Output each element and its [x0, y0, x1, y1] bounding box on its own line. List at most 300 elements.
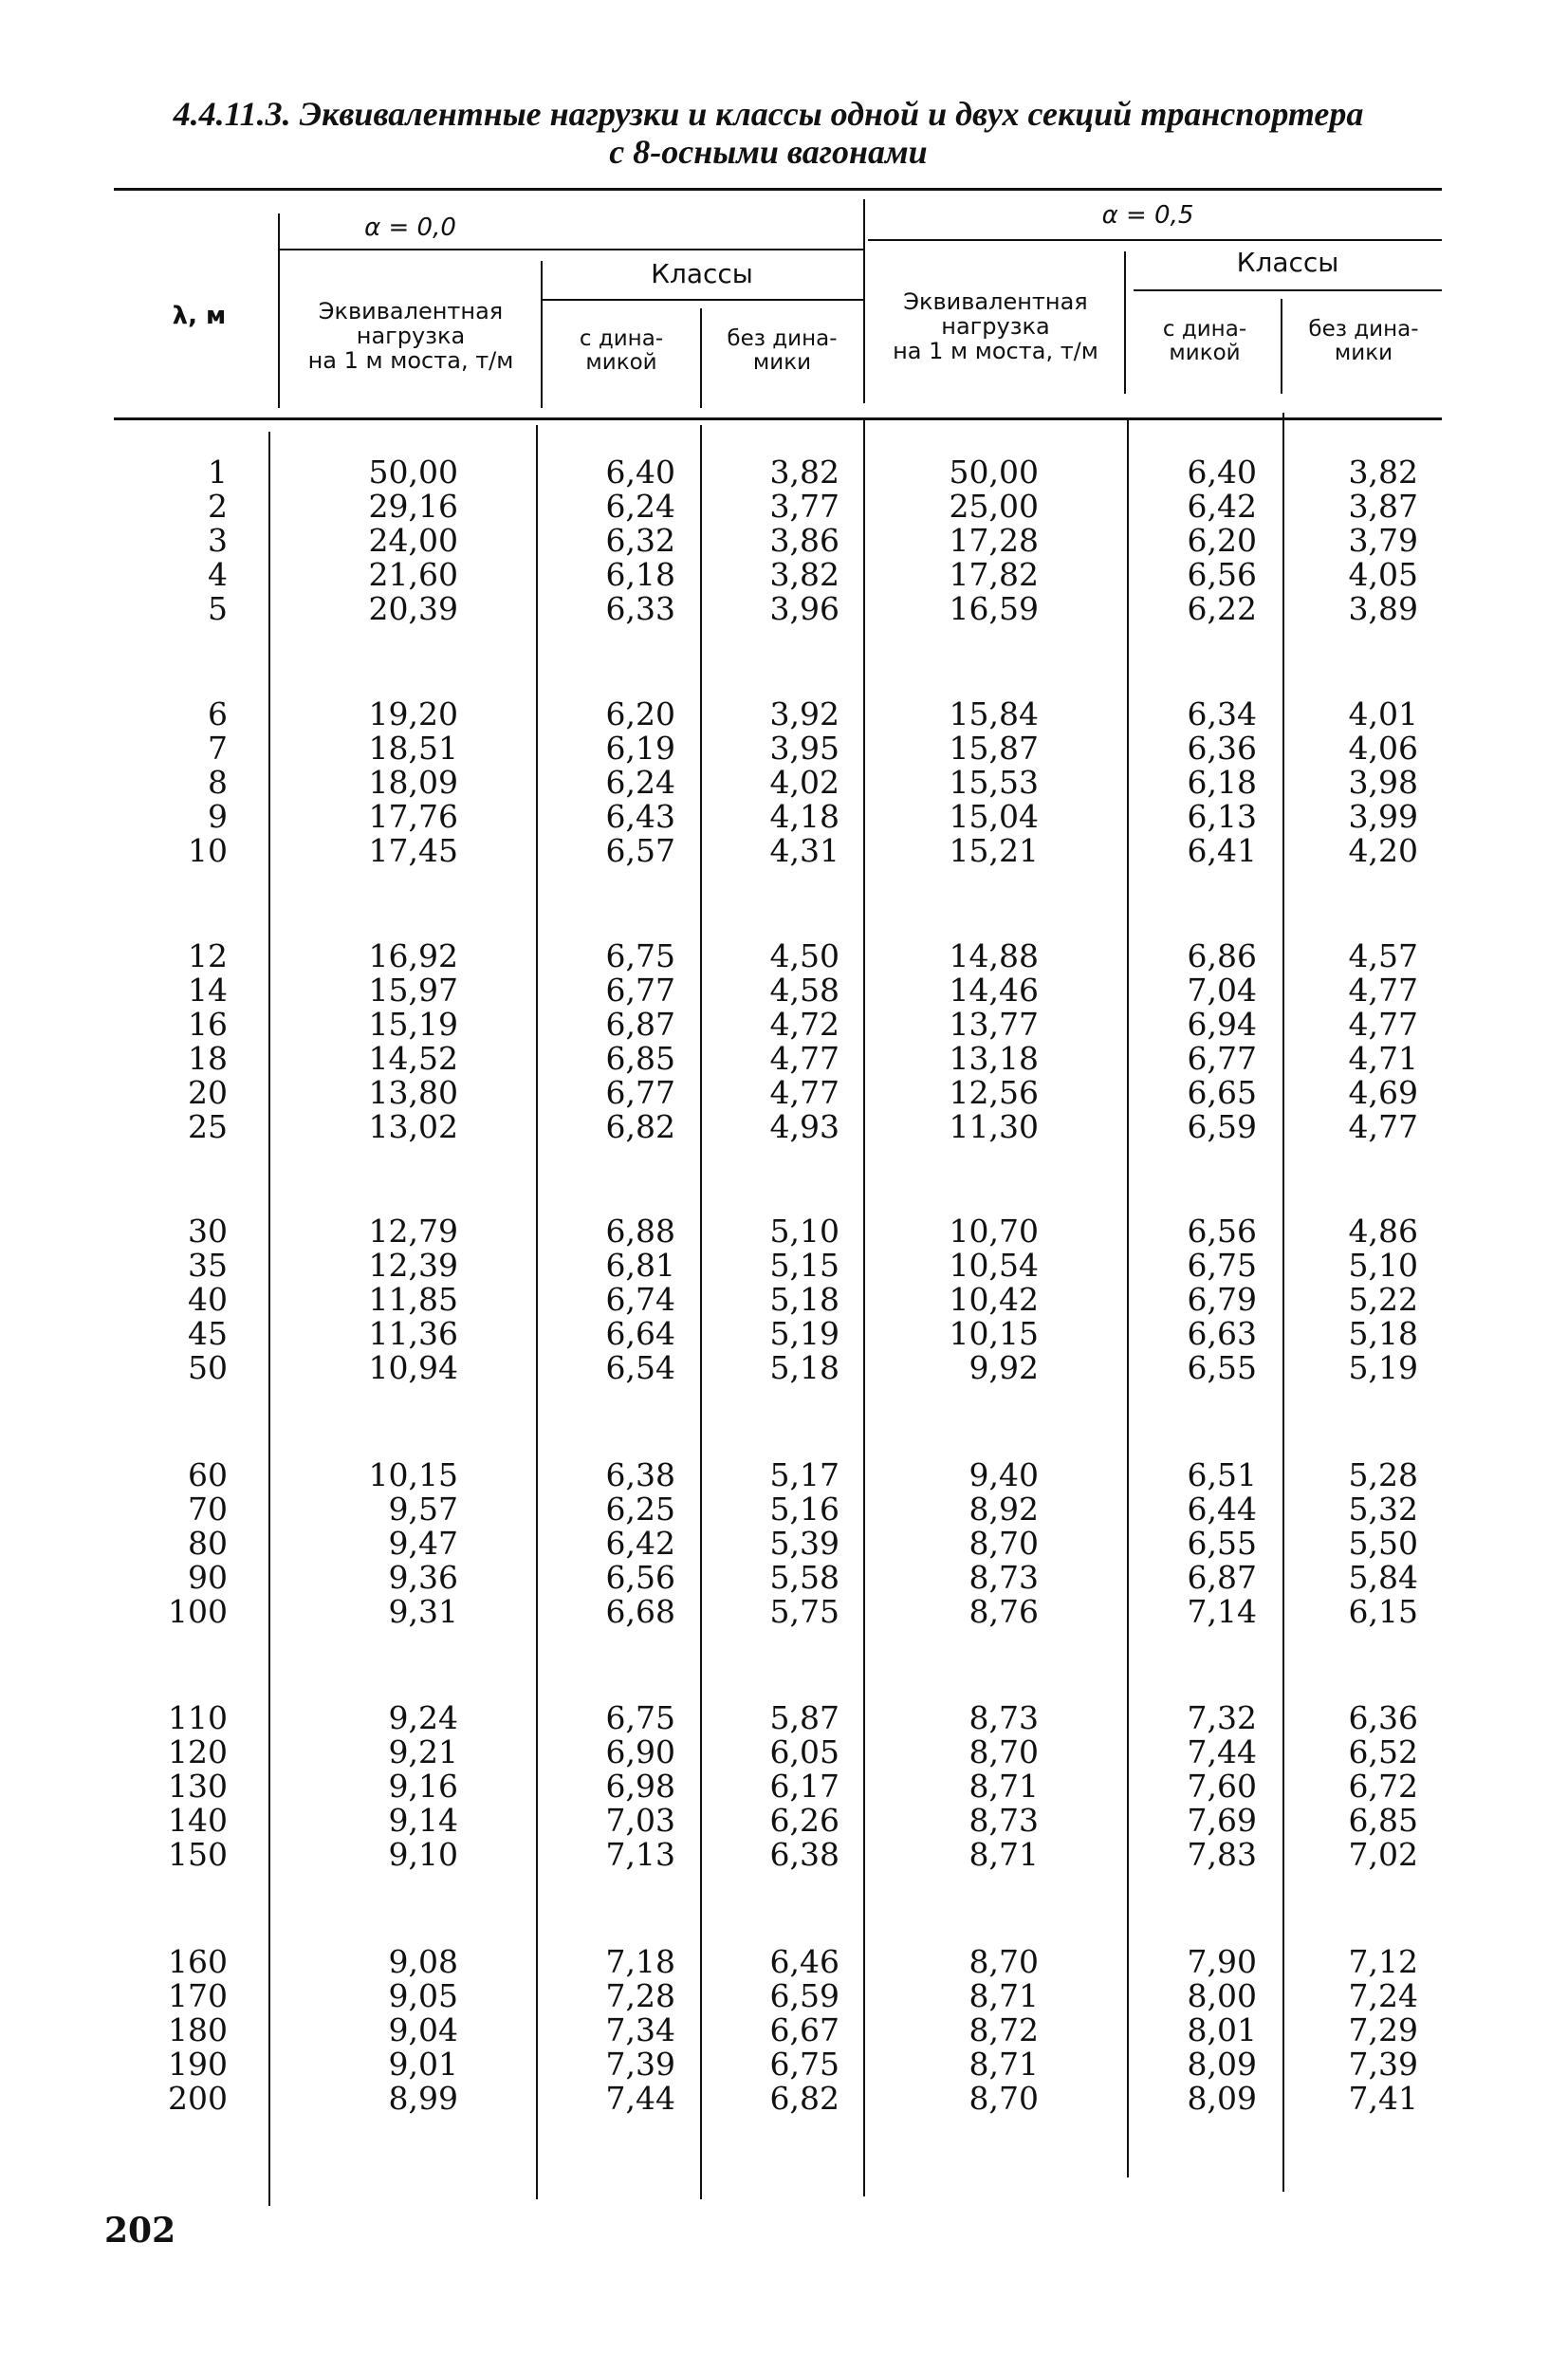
eq-load-05-column [944, 1945, 1039, 2116]
lambda-header: λ, м [172, 302, 227, 330]
table-cell: 6,56 [605, 1559, 675, 1596]
class-dyn-05-column [1162, 1458, 1257, 1629]
table-cell: 170 [168, 1977, 228, 2014]
lambda-column [168, 1701, 228, 1872]
eq-load-header-right [865, 289, 1126, 363]
table-cell: 50 [188, 1349, 228, 1386]
table-cell: 30 [188, 1213, 228, 1250]
table-cell: 9,16 [388, 1768, 458, 1805]
table-cell: 6,75 [769, 2046, 839, 2083]
class-dyn-05-column [1162, 1945, 1257, 2116]
table-cell: 11,85 [368, 1281, 458, 1318]
table-cell: 4,77 [769, 1074, 839, 1111]
table-cell: 6,26 [769, 1802, 839, 1839]
table-cell: 25,00 [949, 488, 1039, 525]
table-cell: 14 [188, 972, 228, 1009]
with-dyn-line: с дина- [1162, 317, 1247, 342]
eq-load-0-column [363, 697, 458, 868]
class-dyn-0-column [581, 1458, 675, 1629]
table-cell: 3,87 [1348, 488, 1418, 525]
table-cell: 5,19 [769, 1315, 839, 1352]
table-cell: 15,87 [949, 730, 1039, 767]
table-title [95, 95, 1442, 171]
table-cell: 5,15 [769, 1247, 839, 1284]
table-cell: 6,68 [605, 1593, 675, 1630]
table-cell: 8,70 [968, 1525, 1039, 1562]
table-cell: 12,56 [949, 1074, 1039, 1111]
table-cell: 160 [168, 1943, 228, 1980]
table-cell: 8,71 [968, 1977, 1039, 2014]
table-cell: 18,51 [368, 730, 458, 767]
table-cell: 7,39 [1348, 2046, 1418, 2083]
table-cell: 6,20 [1187, 522, 1257, 559]
table-cell: 9 [208, 798, 228, 835]
header-vline [700, 308, 702, 408]
table-cell: 14,52 [368, 1040, 458, 1077]
table-cell: 6,90 [605, 1733, 675, 1770]
table-cell: 60 [188, 1456, 228, 1493]
eq-load-line: Эквивалентная [318, 298, 504, 324]
table-cell: 5,22 [1348, 1281, 1418, 1318]
table-cell: 6,18 [605, 556, 675, 593]
table-cell: 9,21 [388, 1733, 458, 1770]
table-cell: 5,58 [769, 1559, 839, 1596]
table-cell: 7,34 [605, 2011, 675, 2048]
table-cell: 5,75 [769, 1593, 839, 1630]
table-cell: 8,72 [968, 2011, 1039, 2048]
class-nodyn-05-column [1323, 455, 1418, 626]
table-cell: 16,92 [368, 937, 458, 974]
class-dyn-0-column [581, 455, 675, 626]
alpha-05-header: α = 0,5 [1101, 201, 1194, 230]
table-cell: 6,38 [605, 1456, 675, 1493]
eq-load-0-column [363, 1214, 458, 1385]
without-dyn-line: без дина- [1308, 317, 1419, 342]
table-cell: 4,86 [1348, 1213, 1418, 1250]
table-cell: 200 [168, 2080, 228, 2117]
table-cell: 13,02 [368, 1108, 458, 1145]
row-group [0, 455, 1568, 626]
table-cell: 6,32 [605, 522, 675, 559]
eq-load-0-column [363, 1701, 458, 1872]
eq-load-line: нагрузка [356, 323, 466, 349]
eq-load-05-column [944, 1214, 1039, 1385]
table-cell: 6,54 [605, 1349, 675, 1386]
table-cell: 5,28 [1348, 1456, 1418, 1493]
classes-divider-left [543, 299, 863, 301]
table-cell: 4,57 [1348, 937, 1418, 974]
table-cell: 110 [168, 1699, 228, 1736]
table-cell: 7,41 [1348, 2080, 1418, 2117]
eq-load-05-column [944, 455, 1039, 626]
table-cell: 6,59 [1187, 1108, 1257, 1145]
table-cell: 5,16 [769, 1491, 839, 1528]
table-cell: 12 [188, 937, 228, 974]
table-cell: 7,44 [1187, 1733, 1257, 1770]
table-cell: 4,01 [1348, 695, 1418, 732]
alpha-0-header: α = 0,0 [364, 213, 456, 242]
lambda-column [168, 1945, 228, 2116]
class-nodyn-0-column [745, 697, 839, 868]
lambda-column [188, 939, 228, 1144]
table-cell: 3,82 [1348, 454, 1418, 491]
table-cell: 17,82 [949, 556, 1039, 593]
table-cell: 10,15 [368, 1456, 458, 1493]
table-cell: 9,40 [968, 1456, 1039, 1493]
table-cell: 6,51 [1187, 1456, 1257, 1493]
table-cell: 8,71 [968, 1836, 1039, 1873]
table-cell: 9,10 [388, 1836, 458, 1873]
table-cell: 40 [188, 1281, 228, 1318]
class-nodyn-05-column [1323, 697, 1418, 868]
table-cell: 5,39 [769, 1525, 839, 1562]
table-cell: 10,15 [949, 1315, 1039, 1352]
table-cell: 45 [188, 1315, 228, 1352]
table-cell: 4,50 [769, 937, 839, 974]
class-nodyn-0-column [745, 1458, 839, 1629]
row-group [0, 1214, 1568, 1385]
eq-load-0-column [363, 939, 458, 1144]
table-cell: 150 [168, 1836, 228, 1873]
row-group [0, 1458, 1568, 1629]
table-cell: 6,34 [1187, 695, 1257, 732]
table-cell: 8,09 [1187, 2046, 1257, 2083]
table-cell: 9,24 [388, 1699, 458, 1736]
table-cell: 6,77 [605, 1074, 675, 1111]
eq-load-line: на 1 м моста, т/м [307, 347, 514, 374]
eq-load-0-column [363, 455, 458, 626]
table-cell: 3,77 [769, 488, 839, 525]
table-cell: 5,18 [769, 1281, 839, 1318]
table-cell: 6,42 [1187, 488, 1257, 525]
table-cell: 8,09 [1187, 2080, 1257, 2117]
classes-header-left: Классы [651, 258, 753, 289]
table-cell: 7,18 [605, 1943, 675, 1980]
eq-load-line: Эквивалентная [903, 288, 1088, 315]
table-cell: 4,77 [769, 1040, 839, 1077]
without-dynamics-header-right [1285, 318, 1442, 365]
with-dyn-line: с дина- [579, 326, 664, 351]
table-cell: 8,00 [1187, 1977, 1257, 2014]
table-cell: 6,87 [605, 1006, 675, 1043]
table-cell: 6,19 [605, 730, 675, 767]
table-cell: 9,05 [388, 1977, 458, 2014]
table-cell: 7,60 [1187, 1768, 1257, 1805]
table-cell: 9,08 [388, 1943, 458, 1980]
table-cell: 6,85 [605, 1040, 675, 1077]
table-cell: 3,95 [769, 730, 839, 767]
table-cell: 6,43 [605, 798, 675, 835]
table-cell: 7 [208, 730, 228, 767]
table-cell: 8,71 [968, 2046, 1039, 2083]
page-number: 202 [104, 2211, 176, 2251]
header-vline [1281, 299, 1282, 394]
lambda-column [208, 455, 228, 626]
table-cell: 4,77 [1348, 972, 1418, 1009]
table-cell: 6,24 [605, 488, 675, 525]
table-cell: 6,81 [605, 1247, 675, 1284]
table-cell: 6,82 [605, 1108, 675, 1145]
table-cell: 130 [168, 1768, 228, 1805]
table-cell: 25 [188, 1108, 228, 1145]
lambda-column [188, 697, 228, 868]
table-cell: 6,82 [769, 2080, 839, 2117]
table-cell: 15,84 [949, 695, 1039, 732]
table-cell: 6,40 [1187, 454, 1257, 491]
table-cell: 9,31 [388, 1593, 458, 1630]
table-cell: 4,05 [1348, 556, 1418, 593]
table-cell: 6,86 [1187, 937, 1257, 974]
table-cell: 8,73 [968, 1559, 1039, 1596]
table-cell: 5,17 [769, 1456, 839, 1493]
table-cell: 180 [168, 2011, 228, 2048]
class-dyn-05-column [1162, 697, 1257, 868]
alpha-divider-left [280, 249, 863, 250]
table-cell: 6,05 [769, 1733, 839, 1770]
table-cell: 5 [208, 590, 228, 627]
table-cell: 5,84 [1348, 1559, 1418, 1596]
table-cell: 15,19 [368, 1006, 458, 1043]
table-cell: 7,24 [1348, 1977, 1418, 2014]
class-dyn-0-column [581, 1701, 675, 1872]
eq-load-line: на 1 м моста, т/м [893, 338, 1098, 364]
eq-load-0-column [363, 1945, 458, 2116]
class-dyn-05-column [1162, 455, 1257, 626]
table-cell: 90 [188, 1559, 228, 1596]
class-nodyn-05-column [1323, 1945, 1418, 2116]
table-cell: 5,87 [769, 1699, 839, 1736]
table-cell: 17,28 [949, 522, 1039, 559]
table-cell: 6,55 [1187, 1525, 1257, 1562]
table-cell: 6,20 [605, 695, 675, 732]
table-cell: 6,24 [605, 764, 675, 801]
table-cell: 3,89 [1348, 590, 1418, 627]
table-cell: 5,18 [769, 1349, 839, 1386]
table-cell: 6,94 [1187, 1006, 1257, 1043]
table-cell: 17,45 [368, 832, 458, 869]
table-cell: 17,76 [368, 798, 458, 835]
table-cell: 11,36 [368, 1315, 458, 1352]
table-cell: 190 [168, 2046, 228, 2083]
table-cell: 6,72 [1348, 1768, 1418, 1805]
table-cell: 21,60 [368, 556, 458, 593]
table-cell: 12,39 [368, 1247, 458, 1284]
table-cell: 6,75 [605, 1699, 675, 1736]
table-cell: 15,53 [949, 764, 1039, 801]
table-cell: 10,70 [949, 1213, 1039, 1250]
table-cell: 10,54 [949, 1247, 1039, 1284]
without-dynamics-header-left [704, 327, 860, 375]
table-cell: 6,63 [1187, 1315, 1257, 1352]
title-line-2: с 8-осными вагонами [609, 133, 928, 171]
table-cell: 6,88 [605, 1213, 675, 1250]
table-cell: 7,69 [1187, 1802, 1257, 1839]
table-cell: 4 [208, 556, 228, 593]
table-cell: 7,83 [1187, 1836, 1257, 1873]
eq-load-05-column [944, 939, 1039, 1144]
class-dyn-0-column [581, 697, 675, 868]
table-cell: 5,10 [1348, 1247, 1418, 1284]
table-cell: 7,12 [1348, 1943, 1418, 1980]
table-cell: 6,33 [605, 590, 675, 627]
table-cell: 11,30 [949, 1108, 1039, 1145]
table-cell: 4,93 [769, 1108, 839, 1145]
table-cell: 8,73 [968, 1699, 1039, 1736]
table-cell: 6,36 [1187, 730, 1257, 767]
with-dyn-line: микой [1169, 341, 1241, 365]
table-cell: 80 [188, 1525, 228, 1562]
table-cell: 6,87 [1187, 1559, 1257, 1596]
eq-load-header-left [283, 299, 539, 373]
table-cell: 5,18 [1348, 1315, 1418, 1352]
table-cell: 4,06 [1348, 730, 1418, 767]
table-cell: 6,67 [769, 2011, 839, 2048]
table-cell: 8,70 [968, 2080, 1039, 2117]
table-cell: 7,32 [1187, 1699, 1257, 1736]
table-cell: 4,69 [1348, 1074, 1418, 1111]
table-cell: 6,75 [1187, 1247, 1257, 1284]
table-cell: 5,19 [1348, 1349, 1418, 1386]
table-cell: 6 [208, 695, 228, 732]
table-cell: 8,73 [968, 1802, 1039, 1839]
table-cell: 20 [188, 1074, 228, 1111]
row-group [0, 937, 1568, 1145]
with-dyn-line: микой [585, 350, 657, 375]
table-cell: 8,70 [968, 1943, 1039, 1980]
table-cell: 6,75 [605, 937, 675, 974]
class-nodyn-0-column [745, 1214, 839, 1385]
table-cell: 16,59 [949, 590, 1039, 627]
table-cell: 19,20 [368, 695, 458, 732]
table-cell: 6,52 [1348, 1733, 1418, 1770]
table-cell: 14,88 [949, 937, 1039, 974]
table-cell: 8,70 [968, 1733, 1039, 1770]
table-cell: 6,13 [1187, 798, 1257, 835]
table-cell: 6,77 [605, 972, 675, 1009]
class-nodyn-0-column [745, 939, 839, 1144]
table-cell: 3,79 [1348, 522, 1418, 559]
table-cell: 6,74 [605, 1281, 675, 1318]
table-cell: 6,15 [1348, 1593, 1418, 1630]
header-vline [541, 261, 543, 408]
table-cell: 4,31 [769, 832, 839, 869]
class-nodyn-05-column [1323, 939, 1418, 1144]
table-cell: 9,47 [388, 1525, 458, 1562]
table-cell: 120 [168, 1733, 228, 1770]
header-vline [278, 213, 280, 408]
classes-divider-right [1134, 289, 1442, 291]
table-cell: 140 [168, 1802, 228, 1839]
table-cell: 15,04 [949, 798, 1039, 835]
table-cell: 100 [168, 1593, 228, 1630]
table-cell: 50,00 [368, 454, 458, 491]
table-cell: 18 [188, 1040, 228, 1077]
table-cell: 6,59 [769, 1977, 839, 2014]
table-cell: 6,57 [605, 832, 675, 869]
eq-load-line: нагрузка [941, 313, 1050, 340]
table-cell: 4,02 [769, 764, 839, 801]
table-cell: 4,77 [1348, 1006, 1418, 1043]
row-group [0, 697, 1568, 868]
classes-header-right: Классы [1236, 247, 1339, 278]
table-cell: 8,01 [1187, 2011, 1257, 2048]
table-cell: 3,99 [1348, 798, 1418, 835]
table-cell: 7,28 [605, 1977, 675, 2014]
table-cell: 6,38 [769, 1836, 839, 1873]
table-cell: 6,18 [1187, 764, 1257, 801]
top-rule [114, 188, 1442, 191]
table-cell: 12,79 [368, 1213, 458, 1250]
eq-load-05-column [944, 697, 1039, 868]
table-cell: 16 [188, 1006, 228, 1043]
table-cell: 3,98 [1348, 764, 1418, 801]
table-cell: 3 [208, 522, 228, 559]
eq-load-0-column [363, 1458, 458, 1629]
class-nodyn-0-column [745, 455, 839, 626]
table-cell: 6,56 [1187, 556, 1257, 593]
table-cell: 7,03 [605, 1802, 675, 1839]
table-cell: 6,17 [769, 1768, 839, 1805]
table-cell: 9,36 [388, 1559, 458, 1596]
table-cell: 2 [208, 488, 228, 525]
lambda-column [188, 1214, 228, 1385]
table-cell: 6,41 [1187, 832, 1257, 869]
without-dyn-line: мики [1334, 341, 1393, 365]
table-cell: 8,71 [968, 1768, 1039, 1805]
class-dyn-0-column [581, 1945, 675, 2116]
table-cell: 7,29 [1348, 2011, 1418, 2048]
table-cell: 8 [208, 764, 228, 801]
table-cell: 24,00 [368, 522, 458, 559]
table-cell: 6,55 [1187, 1349, 1257, 1386]
table-cell: 6,98 [605, 1768, 675, 1805]
table-cell: 6,79 [1187, 1281, 1257, 1318]
table-cell: 3,96 [769, 590, 839, 627]
table-cell: 7,44 [605, 2080, 675, 2117]
table-cell: 6,44 [1187, 1491, 1257, 1528]
eq-load-05-column [944, 1701, 1039, 1872]
table-cell: 13,80 [368, 1074, 458, 1111]
table-cell: 7,39 [605, 2046, 675, 2083]
with-dynamics-header-left [545, 327, 697, 375]
table-cell: 9,57 [388, 1491, 458, 1528]
class-nodyn-05-column [1323, 1701, 1418, 1872]
table-cell: 4,20 [1348, 832, 1418, 869]
table-cell: 9,14 [388, 1802, 458, 1839]
table-cell: 10 [188, 832, 228, 869]
table-cell: 20,39 [368, 590, 458, 627]
table-cell: 70 [188, 1491, 228, 1528]
class-dyn-05-column [1162, 1701, 1257, 1872]
table-cell: 5,32 [1348, 1491, 1418, 1528]
table-cell: 5,50 [1348, 1525, 1418, 1562]
table-cell: 4,58 [769, 972, 839, 1009]
table-cell: 4,71 [1348, 1040, 1418, 1077]
with-dynamics-header-right [1129, 318, 1281, 365]
table-cell: 9,04 [388, 2011, 458, 2048]
header-bottom-rule [114, 417, 1442, 420]
class-dyn-05-column [1162, 939, 1257, 1144]
table-cell: 6,36 [1348, 1699, 1418, 1736]
table-cell: 7,04 [1187, 972, 1257, 1009]
table-cell: 15,21 [949, 832, 1039, 869]
class-dyn-0-column [581, 1214, 675, 1385]
table-cell: 6,40 [605, 454, 675, 491]
table-cell: 6,25 [605, 1491, 675, 1528]
table-cell: 14,46 [949, 972, 1039, 1009]
lambda-column [168, 1458, 228, 1629]
table-cell: 8,99 [388, 2080, 458, 2117]
